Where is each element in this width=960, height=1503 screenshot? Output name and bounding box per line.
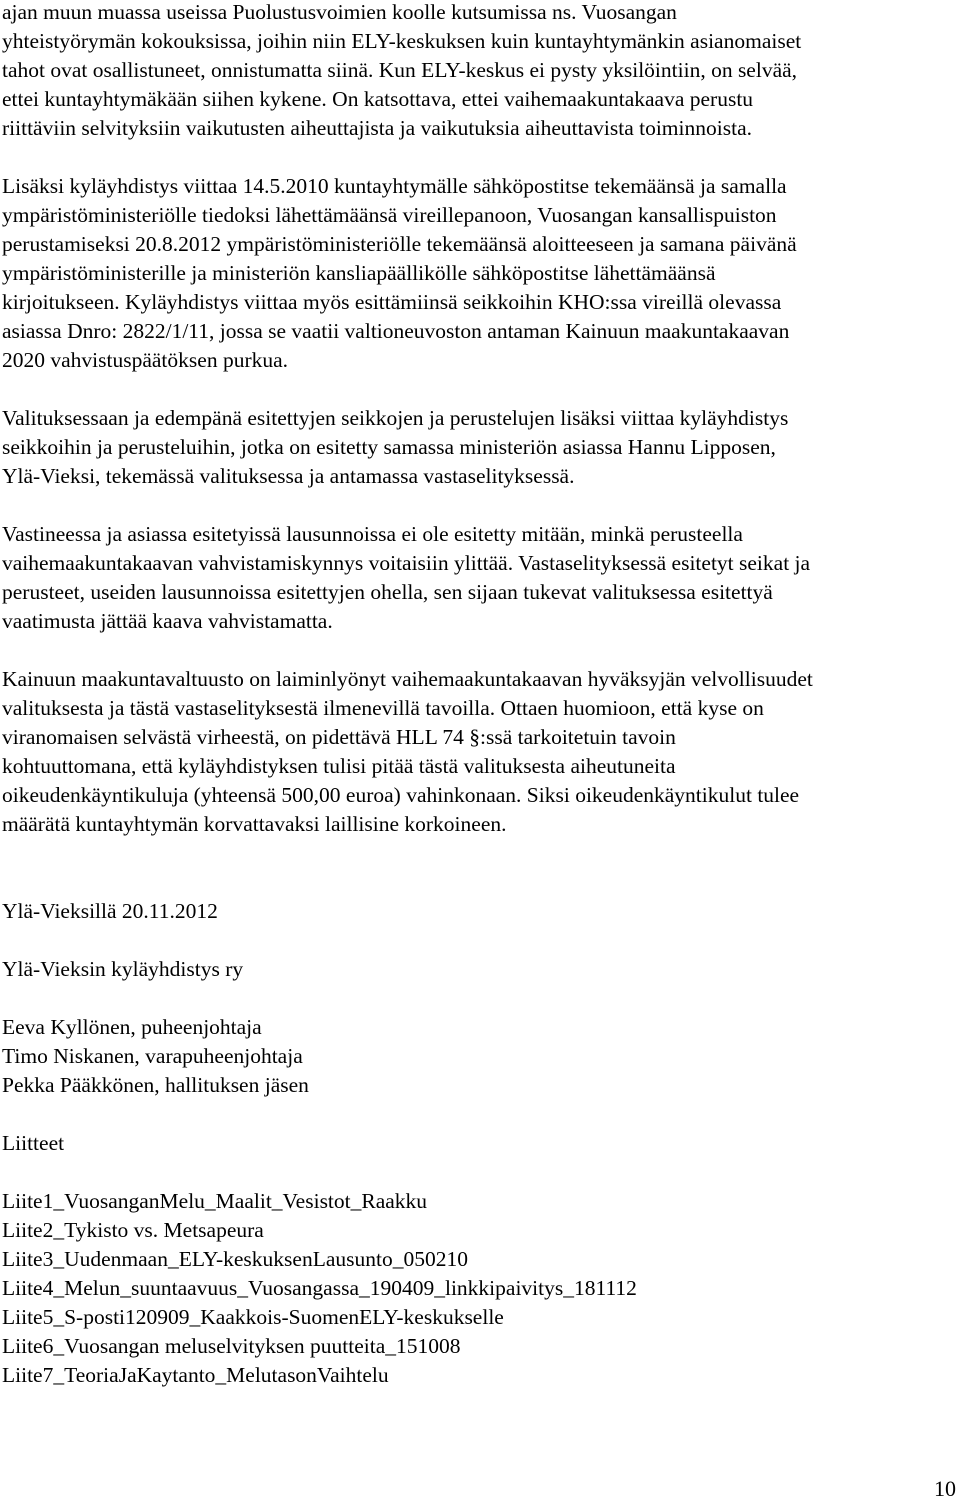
document-page	[2, 0, 956, 1390]
attachment-item: Liite3_Uudenmaan_ELY-keskuksenLausunto_050210	[2, 1247, 468, 1271]
text-line: tahot ovat osallistuneet, onnistumatta siinä. Kun ELY-keskus ei pysty yksilöintiin, on selvää,	[2, 58, 798, 82]
attachment-item: Liite4_Melun_suuntaavuus_Vuosangassa_190409_linkkipaivitys_181112	[2, 1276, 637, 1300]
text-line: ympäristöministeriölle tiedoksi lähettämäänsä vireillepanoon, Vuosangan kansallispuiston	[2, 203, 777, 227]
paragraph-1	[2, 0, 956, 143]
paragraph-4	[2, 520, 956, 636]
text-line: Valituksessaan ja edempänä esitettyjen seikkojen ja perustelujen lisäksi viittaa kyläyhdistys	[2, 406, 789, 430]
text-line: ympäristöministerille ja ministeriön kansliapäällikölle sähköpostitse lähettämäänsä	[2, 261, 716, 285]
text-line: vaatimusta jättää kaava vahvistamatta.	[2, 609, 333, 633]
text-line: Kainuun maakuntavaltuusto on laiminlyönyt vaihemaakuntakaavan hyväksyjän velvollisuudet	[2, 667, 813, 691]
signatory: Timo Niskanen, varapuheenjohtaja	[2, 1044, 303, 1068]
signatories	[2, 1013, 956, 1100]
text-line: määrätä kuntayhtymän korvattavaksi laillisine korkoineen.	[2, 812, 507, 836]
organization	[2, 955, 956, 984]
place-date-line: Ylä-Vieksillä 20.11.2012	[2, 899, 218, 923]
text-line: asiassa Dnro: 2822/1/11, jossa se vaatii valtioneuvoston antaman Kainuun maakuntakaavan	[2, 319, 790, 343]
text-line: seikkoihin ja perusteluihin, jotka on esitetty samassa ministeriön asiassa Hannu Lipposen,	[2, 435, 776, 459]
attachment-item: Liite5_S-posti120909_Kaakkois-SuomenELY-keskukselle	[2, 1305, 504, 1329]
organization-name: Ylä-Vieksin kyläyhdistys ry	[2, 957, 244, 981]
paragraph-3	[2, 404, 956, 491]
text-line: Ylä-Vieksi, tekemässä valituksessa ja antamassa vastaselityksessä.	[2, 464, 575, 488]
text-line: ajan muun muassa useissa Puolustusvoimien koolle kutsumissa ns. Vuosangan	[2, 0, 677, 24]
text-line: 2020 vahvistuspäätöksen purkua.	[2, 348, 289, 372]
attachments-heading: Liitteet	[2, 1131, 65, 1155]
place-and-date	[2, 897, 956, 926]
text-line: kohtuuttomana, että kyläyhdistyksen tulisi pitää tästä valituksesta aiheutuneita	[2, 754, 676, 778]
text-line: Lisäksi kyläyhdistys viittaa 14.5.2010 kuntayhtymälle sähköpostitse tekemäänsä ja samalla	[2, 174, 787, 198]
text-line: yhteistyörymän kokouksissa, joihin niin ELY-keskuksen kuin kuntayhtymänkin asianomaiset	[2, 29, 802, 53]
text-line: Vastineessa ja asiassa esitetyissä lausunnoissa ei ole esitetty mitään, minkä perusteella	[2, 522, 743, 546]
paragraph-2	[2, 172, 956, 375]
text-line: perusteet, useiden lausunnoissa esitettyjen ohella, sen sijaan tukevat valituksessa esitettyä	[2, 580, 773, 604]
attachment-item: Liite2_Tykisto vs. Metsapeura	[2, 1218, 264, 1242]
attachment-item: Liite1_VuosanganMelu_Maalit_Vesistot_Raakku	[2, 1189, 428, 1213]
signatory: Pekka Pääkkönen, hallituksen jäsen	[2, 1073, 309, 1097]
text-line: vaihemaakuntakaavan vahvistamiskynnys voitaisiin ylittää. Vastaselityksessä esitetyt seikat ja	[2, 551, 811, 575]
text-line: ettei kuntayhtymäkään siihen kykene. On katsottava, ettei vaihemaakuntakaava perustu	[2, 87, 754, 111]
attachment-item: Liite7_TeoriaJaKaytanto_MelutasonVaihtelu	[2, 1363, 389, 1387]
text-line: viranomaisen selvästä virheestä, on pidettävä HLL 74 §:ssä tarkoitetuin tavoin	[2, 725, 676, 749]
text-line: riittäviin selvityksiin vaikutusten aiheuttajista ja vaikutuksia aiheuttavista toiminnoista.	[2, 116, 752, 140]
text-line: oikeudenkäyntikuluja (yhteensä 500,00 euroa) vahinkonaan. Siksi oikeudenkäyntikulut tulee	[2, 783, 800, 807]
attachment-item: Liite6_Vuosangan meluselvityksen puutteita_151008	[2, 1334, 461, 1358]
text-line: perustamiseksi 20.8.2012 ympäristöministeriölle tekemäänsä aloitteeseen ja samana päivänä	[2, 232, 797, 256]
text-line: valituksesta ja tästä vastaselityksestä ilmenevillä tavoilla. Ottaen huomioon, että kyse on	[2, 696, 764, 720]
attachments-heading-block	[2, 1129, 956, 1158]
page-number: 10	[934, 1476, 956, 1501]
paragraph-5	[2, 665, 956, 839]
attachments-list	[2, 1187, 956, 1390]
text-line: kirjoitukseen. Kyläyhdistys viittaa myös esittämiinsä seikkoihin KHO:ssa vireillä olevassa	[2, 290, 782, 314]
signatory: Eeva Kyllönen, puheenjohtaja	[2, 1015, 262, 1039]
